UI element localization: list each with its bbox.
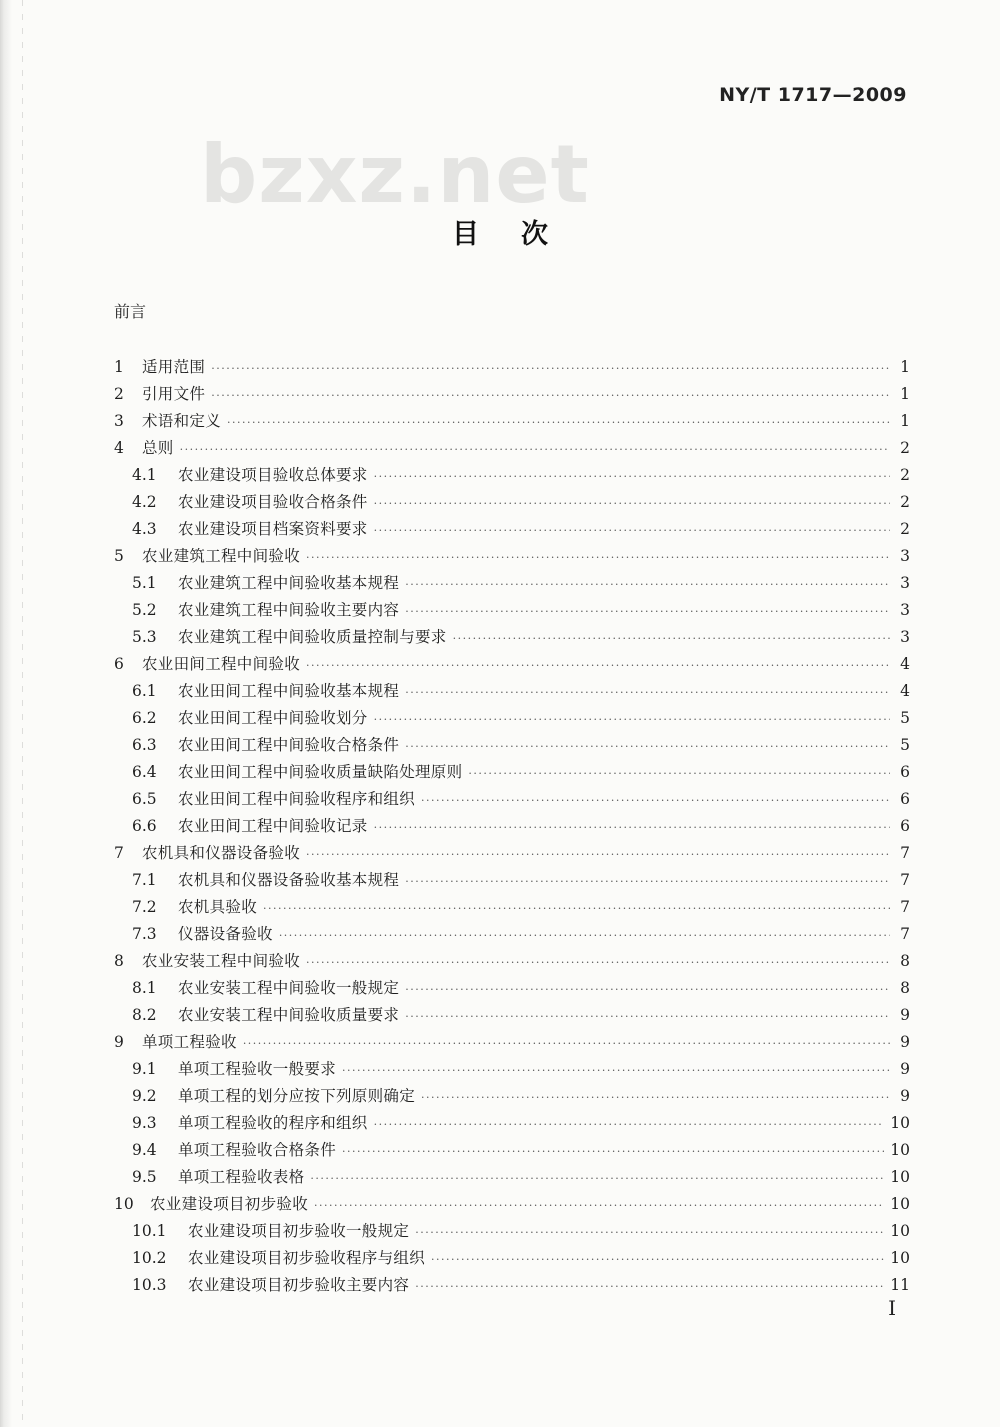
toc-entry-page: 9 <box>900 1033 910 1051</box>
toc-entry-label: 农业安装工程中间验收一般规定 <box>178 979 400 997</box>
toc-entry-label: 农业安装工程中间验收 <box>142 952 301 970</box>
toc-dot-leader <box>453 625 890 652</box>
toc-dot-leader <box>374 517 890 544</box>
toc-entry-page: 8 <box>900 979 910 997</box>
toc-entry-label: 农业建筑工程中间验收 <box>142 547 301 565</box>
toc-entry-page: 9 <box>900 1006 910 1024</box>
toc-dot-leader <box>263 895 890 922</box>
toc-entry-page: 3 <box>900 628 910 646</box>
toc-entry-number: 7.1 <box>132 871 157 889</box>
toc-dot-leader <box>180 436 890 463</box>
toc-entry-label: 农业建筑工程中间验收基本规程 <box>178 574 400 592</box>
toc-entry-number: 9.5 <box>132 1168 157 1186</box>
toc-entry-number: 4.2 <box>132 493 157 511</box>
toc-entry-label: 农业田间工程中间验收合格条件 <box>178 736 400 754</box>
toc-entry-page: 3 <box>900 547 910 565</box>
toc-entry[interactable] <box>114 813 910 840</box>
toc-dot-leader <box>306 652 890 679</box>
toc-entry-number: 10 <box>114 1195 134 1213</box>
toc-dot-leader <box>405 976 890 1003</box>
toc-preface-entry[interactable]: 前言 <box>114 302 147 321</box>
toc-entry-label: 农业建设项目初步验收 <box>150 1195 309 1213</box>
toc-entry-page: 2 <box>900 520 910 538</box>
toc-entry-number: 6.6 <box>132 817 157 835</box>
toc-entry-page: 6 <box>900 817 910 835</box>
toc-entry-page: 7 <box>900 871 910 889</box>
toc-entry-number: 5.3 <box>132 628 157 646</box>
toc-entry-label: 农业田间工程中间验收记录 <box>178 817 368 835</box>
toc-entry[interactable] <box>114 462 910 489</box>
toc-entry-label: 术语和定义 <box>142 412 222 430</box>
toc-entry[interactable] <box>114 759 910 786</box>
toc-dot-leader <box>306 544 890 571</box>
toc-entry-number: 8.1 <box>132 979 157 997</box>
toc-entry-page: 10 <box>890 1141 910 1159</box>
toc-entry-number: 6.2 <box>132 709 157 727</box>
toc-dot-leader <box>279 922 890 949</box>
toc-entry-label: 农业田间工程中间验收质量缺陷处理原则 <box>178 763 463 781</box>
toc-entry-label: 农机具验收 <box>178 898 258 916</box>
watermark: bzxz.net <box>200 128 590 221</box>
toc-entry-number: 6 <box>114 655 124 673</box>
toc-entry-page: 10 <box>890 1195 910 1213</box>
toc-entry[interactable] <box>114 1164 910 1191</box>
toc-entry[interactable] <box>114 894 910 921</box>
toc-entry[interactable] <box>114 1191 910 1218</box>
toc-entry-label: 单项工程验收合格条件 <box>178 1141 337 1159</box>
toc-entry-label: 农业田间工程中间验收基本规程 <box>178 682 400 700</box>
toc-entry-label: 农业建设项目档案资料要求 <box>178 520 368 538</box>
toc-entry-number: 5.2 <box>132 601 157 619</box>
toc-entry-page: 7 <box>900 898 910 916</box>
toc-entry-label: 农业安装工程中间验收质量要求 <box>178 1006 400 1024</box>
toc-entry-number: 2 <box>114 385 124 403</box>
toc-entry-label: 农机具和仪器设备验收基本规程 <box>178 871 400 889</box>
toc-dot-leader <box>211 382 890 409</box>
toc-entry-label: 农业建设项目初步验收程序与组织 <box>188 1249 426 1267</box>
toc-entry-page: 1 <box>900 358 910 376</box>
toc-entry[interactable] <box>114 1272 910 1299</box>
toc-dot-leader <box>415 1219 884 1246</box>
toc-entry-label: 农机具和仪器设备验收 <box>142 844 301 862</box>
toc-entry-label: 单项工程验收表格 <box>178 1168 305 1186</box>
toc-entry[interactable] <box>114 597 910 624</box>
toc-entry-number: 6.3 <box>132 736 157 754</box>
toc-dot-leader <box>431 1246 884 1273</box>
toc-entry-page: 10 <box>890 1168 910 1186</box>
toc-entry-number: 5 <box>114 547 124 565</box>
toc-entry[interactable] <box>114 867 910 894</box>
toc-entry[interactable] <box>114 408 910 435</box>
toc-entry-page: 7 <box>900 925 910 943</box>
toc-dot-leader <box>405 1003 890 1030</box>
toc-entry[interactable] <box>114 543 910 570</box>
toc-entry-label: 单项工程验收 <box>142 1033 237 1051</box>
toc-entry[interactable] <box>114 435 910 462</box>
toc-dot-leader <box>421 1084 890 1111</box>
toc-entry-page: 10 <box>890 1249 910 1267</box>
toc-entry-label: 农业建筑工程中间验收质量控制与要求 <box>178 628 447 646</box>
toc-entry-number: 10.2 <box>132 1249 167 1267</box>
table-of-contents <box>114 354 910 1299</box>
toc-entry-number: 8 <box>114 952 124 970</box>
toc-entry[interactable] <box>114 921 910 948</box>
toc-entry[interactable] <box>114 786 910 813</box>
toc-entry-number: 10.3 <box>132 1276 167 1294</box>
toc-entry-page: 9 <box>900 1087 910 1105</box>
page-folio: I <box>888 1296 896 1320</box>
toc-entry[interactable] <box>114 948 910 975</box>
toc-entry-number: 10.1 <box>132 1222 167 1240</box>
toc-entry-number: 4.1 <box>132 466 157 484</box>
toc-dot-leader <box>306 841 890 868</box>
toc-entry-number: 9 <box>114 1033 124 1051</box>
toc-entry-page: 2 <box>900 466 910 484</box>
toc-entry-label: 农业建设项目验收合格条件 <box>178 493 368 511</box>
toc-entry[interactable] <box>114 975 910 1002</box>
toc-entry[interactable] <box>114 489 910 516</box>
toc-dot-leader <box>314 1192 884 1219</box>
toc-entry-label: 引用文件 <box>142 385 206 403</box>
toc-entry-number: 7.3 <box>132 925 157 943</box>
toc-entry-page: 3 <box>900 574 910 592</box>
toc-entry-label: 农业建设项目初步验收一般规定 <box>188 1222 410 1240</box>
toc-entry[interactable] <box>114 1002 910 1029</box>
toc-entry[interactable] <box>114 1218 910 1245</box>
toc-entry-page: 5 <box>900 736 910 754</box>
toc-entry-page: 7 <box>900 844 910 862</box>
toc-entry-label: 农业田间工程中间验收程序和组织 <box>178 790 416 808</box>
toc-entry-number: 6.4 <box>132 763 157 781</box>
toc-entry-number: 4 <box>114 439 124 457</box>
toc-dot-leader <box>374 463 890 490</box>
toc-dot-leader <box>405 733 890 760</box>
toc-dot-leader <box>405 598 890 625</box>
toc-entry-page: 4 <box>900 682 910 700</box>
toc-entry-label: 总则 <box>142 439 174 457</box>
toc-entry[interactable] <box>114 354 910 381</box>
toc-dot-leader <box>342 1057 890 1084</box>
toc-entry-number: 4.3 <box>132 520 157 538</box>
toc-entry-label: 仪器设备验收 <box>178 925 273 943</box>
standard-code: NY/T 1717—2009 <box>719 84 907 106</box>
toc-entry-number: 3 <box>114 412 124 430</box>
toc-entry-page: 10 <box>890 1114 910 1132</box>
toc-entry-label: 单项工程验收一般要求 <box>178 1060 337 1078</box>
toc-dot-leader <box>342 1138 884 1165</box>
toc-entry-page: 3 <box>900 601 910 619</box>
toc-dot-leader <box>227 409 890 436</box>
toc-entry-page: 1 <box>900 412 910 430</box>
toc-dot-leader <box>421 787 890 814</box>
toc-entry-label: 农业田间工程中间验收 <box>142 655 301 673</box>
toc-entry-label: 农业建设项目初步验收主要内容 <box>188 1276 410 1294</box>
toc-entry-page: 8 <box>900 952 910 970</box>
toc-dot-leader <box>243 1030 890 1057</box>
toc-entry-number: 9.2 <box>132 1087 157 1105</box>
toc-entry-page: 11 <box>890 1276 910 1294</box>
toc-entry-page: 6 <box>900 763 910 781</box>
toc-dot-leader <box>374 814 890 841</box>
toc-entry[interactable] <box>114 1056 910 1083</box>
toc-entry-label: 单项工程的划分应按下列原则确定 <box>178 1087 416 1105</box>
toc-dot-leader <box>310 1165 884 1192</box>
toc-entry-number: 6.5 <box>132 790 157 808</box>
toc-entry-number: 1 <box>114 358 124 376</box>
toc-entry-label: 农业田间工程中间验收划分 <box>178 709 368 727</box>
toc-entry[interactable] <box>114 705 910 732</box>
toc-entry-number: 5.1 <box>132 574 157 592</box>
toc-entry-label: 农业建设项目验收总体要求 <box>178 466 368 484</box>
toc-dot-leader <box>374 1111 885 1138</box>
toc-dot-leader <box>211 355 890 382</box>
toc-entry[interactable] <box>114 1245 910 1272</box>
toc-dot-leader <box>415 1273 884 1300</box>
toc-entry-number: 9.4 <box>132 1141 157 1159</box>
toc-dot-leader <box>405 571 890 598</box>
toc-entry-page: 10 <box>890 1222 910 1240</box>
toc-entry-number: 7 <box>114 844 124 862</box>
toc-entry-number: 6.1 <box>132 682 157 700</box>
toc-entry-page: 5 <box>900 709 910 727</box>
toc-entry[interactable] <box>114 1029 910 1056</box>
toc-entry[interactable] <box>114 678 910 705</box>
toc-dot-leader <box>405 679 890 706</box>
toc-entry-label: 农业建筑工程中间验收主要内容 <box>178 601 400 619</box>
toc-dot-leader <box>306 949 890 976</box>
toc-entry-page: 2 <box>900 493 910 511</box>
toc-entry-label: 单项工程验收的程序和组织 <box>178 1114 368 1132</box>
toc-dot-leader <box>374 490 890 517</box>
toc-dot-leader <box>405 868 890 895</box>
toc-entry-page: 6 <box>900 790 910 808</box>
toc-entry[interactable] <box>114 732 910 759</box>
toc-entry[interactable] <box>114 1110 910 1137</box>
toc-entry[interactable] <box>114 516 910 543</box>
toc-entry[interactable] <box>114 381 910 408</box>
toc-dot-leader <box>468 760 890 787</box>
toc-entry-number: 9.3 <box>132 1114 157 1132</box>
toc-dot-leader <box>374 706 890 733</box>
toc-entry-page: 1 <box>900 385 910 403</box>
toc-entry-number: 8.2 <box>132 1006 157 1024</box>
toc-title: 目次 <box>452 219 590 250</box>
toc-entry[interactable] <box>114 840 910 867</box>
toc-entry[interactable] <box>114 624 910 651</box>
toc-entry-page: 9 <box>900 1060 910 1078</box>
toc-entry[interactable] <box>114 570 910 597</box>
toc-entry-number: 9.1 <box>132 1060 157 1078</box>
toc-entry-number: 7.2 <box>132 898 157 916</box>
toc-entry[interactable] <box>114 651 910 678</box>
toc-entry[interactable] <box>114 1137 910 1164</box>
toc-entry-page: 2 <box>900 439 910 457</box>
toc-entry-label: 适用范围 <box>142 358 206 376</box>
toc-entry-page: 4 <box>900 655 910 673</box>
toc-entry[interactable] <box>114 1083 910 1110</box>
